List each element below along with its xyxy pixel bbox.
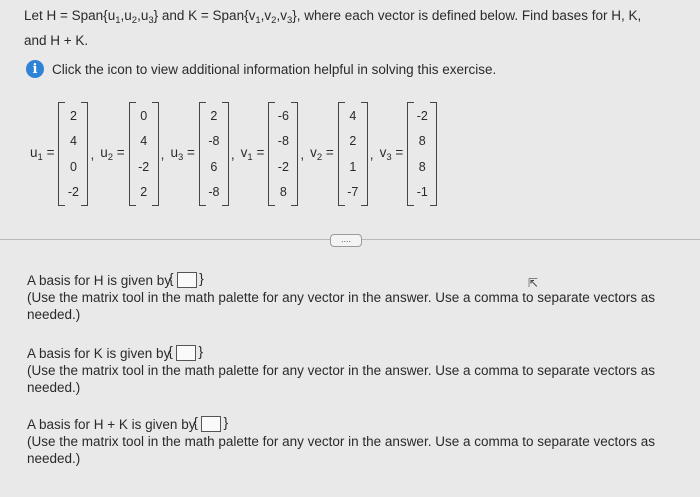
question-note: (Use the matrix tool in the math palette for any vector in the answer. Use a comma to separate vectors as needed.) [27,363,656,395]
vector-matrix [338,102,368,206]
vector-entry: -7 [347,184,359,199]
subscript: 3 [148,15,154,26]
question-k [27,345,677,396]
vector-entry: 4 [140,134,148,149]
info-row [26,60,496,78]
subscript: 3 [286,15,293,26]
vector-entry: 1 [349,159,357,174]
vector-entry: 6 [210,159,218,174]
vector-entry: 8 [279,184,287,199]
vector-label: $u_1$ = [30,145,55,163]
vector-definitions [30,100,437,208]
info-icon[interactable]: i [26,60,44,78]
vector-label: $v_3$ = [379,145,404,163]
vector-entry: -2 [416,109,428,123]
vector-label: $u_3$ = [170,145,195,163]
vector-matrix [129,102,159,206]
vector-entry: 2 [140,184,148,199]
subscript: 1 [115,15,121,26]
comma-separator: , [369,146,374,162]
answer-input-h[interactable] [177,272,197,288]
vector-entry: -8 [208,134,220,149]
vector-entry: -1 [416,184,428,199]
vector-entry: -8 [208,184,220,199]
comma-separator: , [160,146,165,162]
question-note: (Use the matrix tool in the math palette for any vector in the answer. Use a comma to separate vectors as needed.) [27,434,656,466]
answer-input-k[interactable] [176,345,196,361]
prompt-text: ,u [120,8,132,23]
vector-entry: 8 [418,134,426,149]
info-text: Click the icon to view additional information helpful in solving this exercise. [52,61,497,77]
prompt-text: ,u [137,8,149,23]
vector-label: $v_2$ = [310,145,334,163]
vector-entry: -2 [67,184,80,199]
vector-label: $v_1$ = [240,145,265,163]
vector-entry: 2 [349,134,357,149]
vector-entry: 4 [69,134,77,149]
vector-entry: 2 [69,109,77,123]
prompt-text: ,v [276,8,287,23]
vector-entry: -6 [277,109,289,123]
comma-separator: , [300,146,305,162]
question-label: A basis for K is given by [27,346,171,361]
vector-entry: -2 [138,159,150,174]
prompt-text: Let H = Span{u [24,8,116,23]
vector-entry: 2 [210,109,218,123]
vector-entry: 4 [349,109,357,123]
vector-matrix [58,102,88,206]
prompt-text: }, where each vector is defined below. Find bases for H, K, [292,8,642,23]
subscript: 2 [271,15,277,26]
question-label: A basis for H + K is given by [27,417,196,432]
subscript: 1 [255,15,261,26]
prompt-text: and H + K. [24,33,89,48]
subscript: 2 [131,15,138,26]
answer-input-h-plus-k[interactable] [201,416,221,432]
vector-label: $u_2$ = [100,145,125,163]
vector-matrix [268,102,298,206]
problem-statement [24,6,694,51]
comma-separator: , [230,146,235,162]
vector-matrix [199,102,229,206]
expand-button[interactable]: .... [330,234,362,247]
mouse-cursor-icon: ⇱ [528,276,539,290]
question-h [27,272,677,323]
prompt-text: } and K = Span{v [153,8,256,23]
vector-entry: 0 [69,159,77,174]
comma-separator: , [90,146,95,162]
vector-entry: 8 [418,159,426,174]
question-h-plus-k [27,416,677,467]
question-label: A basis for H is given by [27,273,172,288]
vector-matrix [407,102,437,206]
vector-entry: 0 [140,109,148,123]
vector-entry: -8 [277,134,289,149]
question-note: (Use the matrix tool in the math palette for any vector in the answer. Use a comma to separate vectors as needed.) [27,290,656,322]
prompt-text: ,v [260,8,272,23]
vector-entry: -2 [277,159,289,174]
